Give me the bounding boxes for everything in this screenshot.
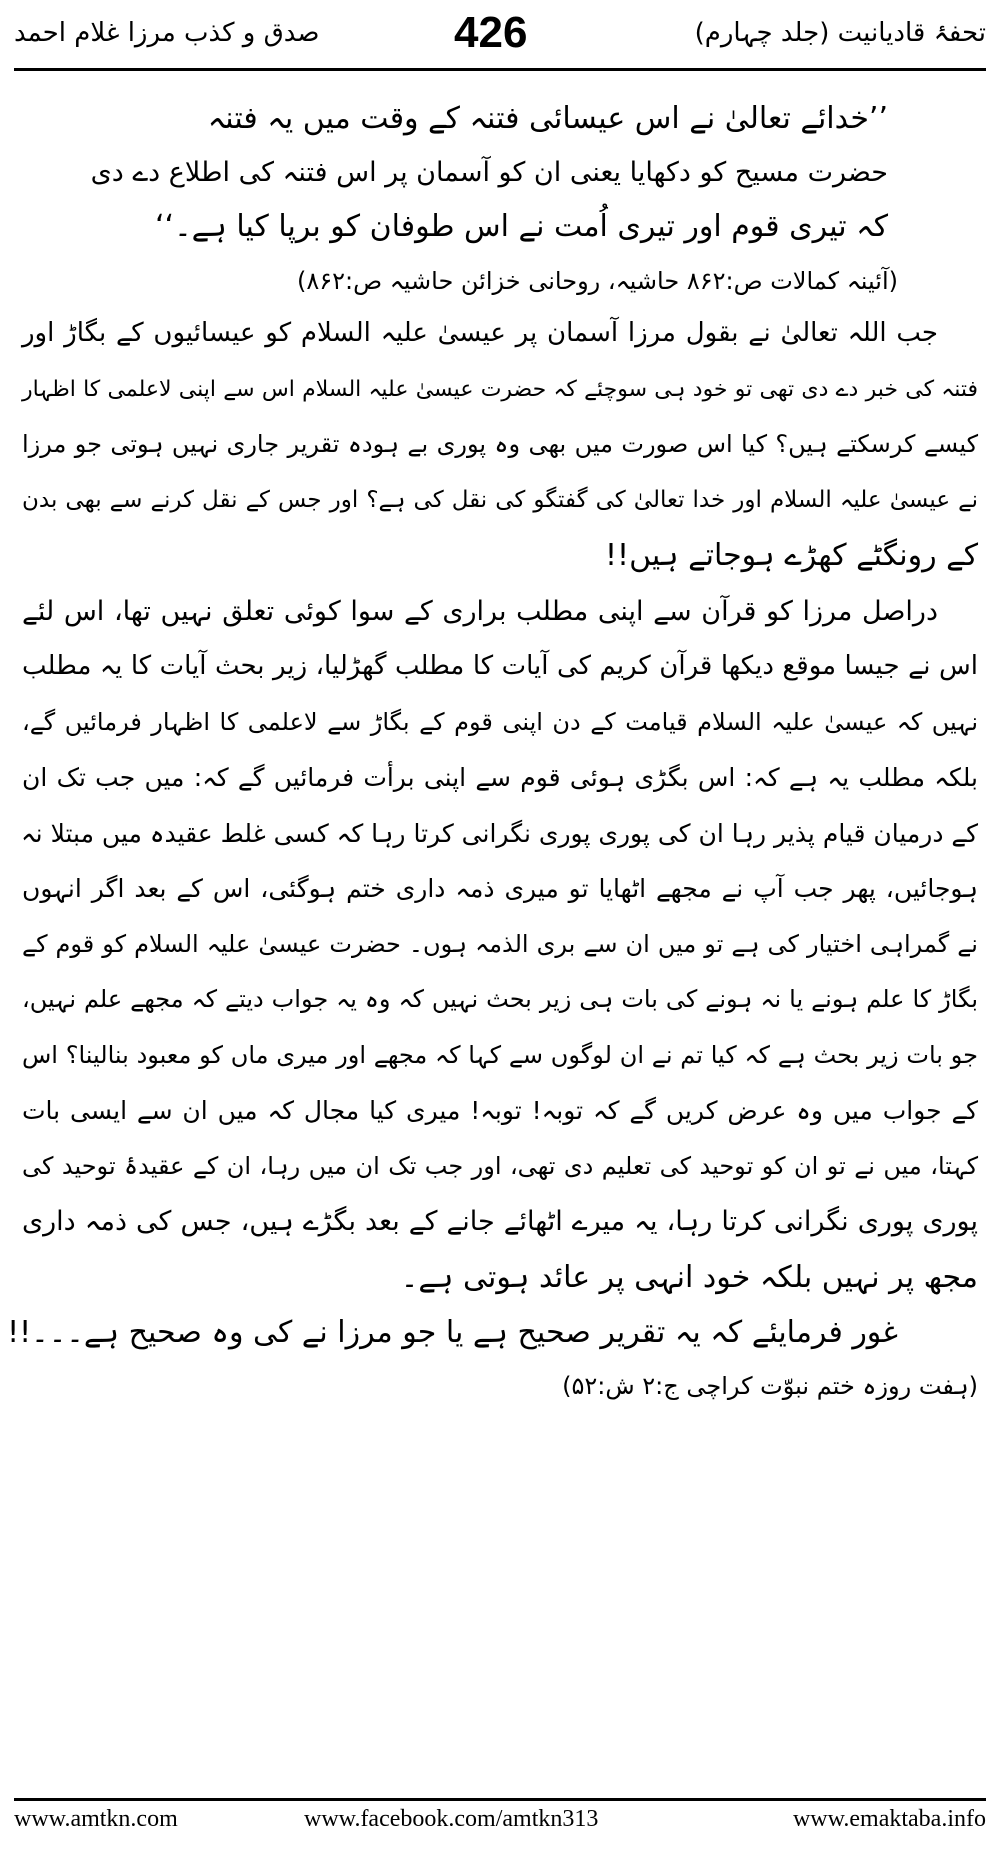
- paragraph-1: [22, 306, 978, 584]
- text-line: کہتا، میں نے تو ان کو توحید کی تعلیم دی تھی، اور جب تک ان میں رہا، ان کے عقیدۂ توحید کی: [22, 1151, 978, 1180]
- text-line: نے عیسیٰ علیہ السلام اور خدا تعالیٰ کی گفتگو کی نقل کی ہے؟ اور جس کے نقل کرنے سے بھی بدن: [22, 486, 978, 513]
- header-divider: [14, 68, 986, 71]
- text-line: نے گمراہی اختیار کی ہے تو میں ان سے بری الذمہ ہوں۔ حضرت عیسیٰ علیہ السلام کو قوم کے: [22, 929, 978, 958]
- text-line: ہوجائیں، پھر جب آپ نے مجھے اٹھایا تو میری ذمہ داری ختم ہوگئی، اس کے بعد اگر انہوں: [22, 874, 978, 903]
- text-line: کیسے کرسکتے ہیں؟ کیا اس صورت میں بھی وہ پوری بے ہودہ تقریر جاری نہیں ہوتی جو مرزا: [22, 430, 978, 458]
- text-line: مجھ پر نہیں بلکہ خود انہی پر عائد ہوتی ہے۔: [400, 1259, 978, 1295]
- text-line: کے درمیان قیام پذیر رہا ان کی پوری پوری نگرانی کرتا رہا کہ کسی غلط عقیدہ میں مبتلا نہ: [21, 818, 978, 848]
- text-line: دراصل مرزا کو قرآن سے اپنی مطلب براری کے سوا کوئی تعلق نہیں تھا، اس لئے: [22, 595, 938, 627]
- text-line: پوری پوری نگرانی کرتا رہا، یہ میرے اٹھائے جانے کے بعد بگڑے ہیں، جس کی ذمہ داری: [22, 1206, 978, 1237]
- page-body: [7, 92, 979, 1411]
- quote-line: کہ تیری قوم اور تیری اُمت نے اس طوفان کو برپا کیا ہے۔‘‘: [155, 209, 888, 244]
- paragraph-2: [22, 584, 978, 1306]
- text-line: کے جواب میں وہ عرض کریں گے کہ توبہ! توبہ! میری کیا مجال کہ میں ان سے ایسی بات: [22, 1096, 978, 1125]
- text-line: جب اللہ تعالیٰ نے بقول مرزا آسمان پر عیسیٰ علیہ السلام کو عیسائیوں کے بگاڑ اور: [22, 318, 938, 348]
- page-number: 426: [454, 8, 528, 57]
- footer-divider: [14, 1798, 986, 1801]
- quote-line: حضرت مسیح کو دکھایا یعنی ان کو آسمان پر اس فتنہ کی اطلاع دے دی: [90, 157, 888, 188]
- block-quote: [82, 92, 888, 254]
- footer-link-emaktaba[interactable]: www.emaktaba.info: [792, 1806, 986, 1832]
- quote-line: ’’خدائے تعالیٰ نے اس عیسائی فتنہ کے وقت میں یہ فتنہ: [207, 101, 888, 136]
- text-line: بگاڑ کا علم ہونے یا نہ ہونے کی بات ہی زیر بحث نہیں کہ وہ یہ جواب دیتے کہ مجھے علم نہیں،: [22, 985, 978, 1013]
- chapter-title: صدق و کذب مرزا غلام احمد: [14, 18, 320, 48]
- text-line: جو بات زیر بحث ہے کہ کیا تم نے ان لوگوں سے کہا کہ مجھے اور میری ماں کو معبود بنالینا؟ اس: [22, 1040, 978, 1069]
- footer-link-amtkn[interactable]: www.amtkn.com: [14, 1806, 178, 1832]
- text-line: کے رونگٹے کھڑے ہوجاتے ہیں!!: [605, 538, 978, 573]
- source-reference: (ہفت روزہ ختم نبوّت کراچی ج:۲ ش:۵۲): [562, 1372, 978, 1400]
- page-footer: [14, 1806, 986, 1842]
- page-header: [14, 8, 986, 70]
- quote-reference: (آئینہ کمالات ص:۸۶۲ حاشیہ، روحانی خزائن حاشیہ ص:۸۶۲): [296, 267, 898, 295]
- text-line: اس نے جیسا موقع دیکھا قرآن کریم کی آیات کا مطلب گھڑلیا، زیر بحث آیات کا یہ مطلب: [22, 651, 978, 681]
- text-line: نہیں کہ عیسیٰ علیہ السلام قیامت کے دن اپنی قوم کے بگاڑ سے لاعلمی کا اظہار فرمائیں گے،: [22, 707, 979, 736]
- text-line: فتنہ کی خبر دے دی تھی تو خود ہی سوچئے کہ حضرت عیسیٰ علیہ السلام اس سے اپنی لاعلمی کا اظہار: [22, 376, 978, 402]
- series-title: تحفۂ قادیانیت (جلد چہارم): [694, 18, 986, 48]
- text-line: بلکہ مطلب یہ ہے کہ: اس بگڑی ہوئی قوم سے اپنی برأت فرمائیں گے کہ: میں جب تک ان: [22, 763, 978, 792]
- footer-link-facebook[interactable]: www.facebook.com/amtkn313: [304, 1806, 599, 1832]
- closing-remark: غور فرمایئے کہ یہ تقریر صحیح ہے یا جو مرزا نے کی وہ صحیح ہے۔۔۔!!: [7, 1315, 898, 1350]
